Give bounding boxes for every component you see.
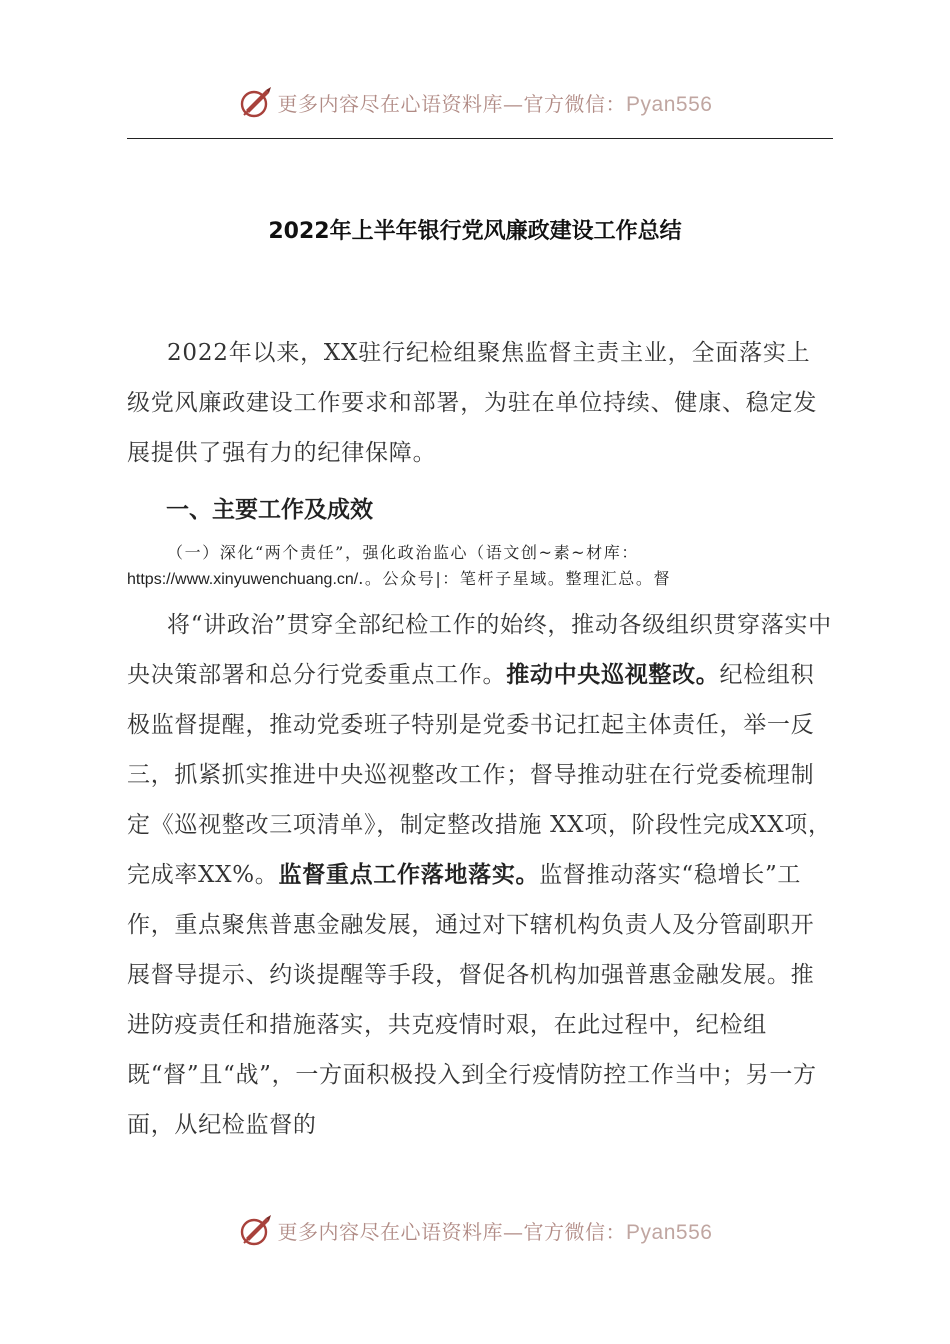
quill-logo-icon [238,84,274,120]
intro-paragraph: 2022年以来，XX驻行纪检组聚焦监督主责主业，全面落实上级党风廉政建设工作要求和部署，为驻在单位持续、健康、稳定发展提供了强有力的纪律保障。 [127,340,818,466]
section-heading-1: 一、主要工作及成效 [166,497,373,523]
header-wechat-id: Pyan556 [626,92,713,116]
main-paragraph-part3: 监督推动落实“稳增长”工作，重点聚焦普惠金融发展，通过对下辖机构负责人及分管副职开展督导提示、约谈提醒等手段，督促各机构加强普惠金融发展。推进防疫责任和措施落实，共克疫情时艰，在此过程中，纪检组既“督”且“战”，一方面积极投入到全行疫情防控工作当中；另一方面，从纪检监督的 [127,862,817,1138]
subheading-prefix: （一）深化“两个责任”，强化政治监心（语文创~素~材库： [167,543,639,562]
subheading-1 [127,540,833,593]
main-paragraph-part1: 将“讲政治”贯穿全部纪检工作的始终，推动各级组织贯穿落实中央决策部署和总分行党委重点工作。 [127,612,832,688]
document-title: 2022年上半年银行党风廉政建设工作总结 [268,219,682,244]
header-divider [127,138,833,139]
header-banner-text: 更多内容尽在心语资料库—官方微信：Pyan556 [277,91,713,116]
footer-wechat-id: Pyan556 [626,1220,713,1244]
main-paragraph [127,600,833,1150]
bold-phrase-key-work-supervision: 监督重点工作落地落实。 [278,862,540,888]
main-paragraph-part2: 纪检组积极监督提醒，推动党委班子特别是党委书记扛起主体责任，举一反三，抓紧抓实推进中央巡视整改工作；督导推动驻在行党委梳理制定《巡视整改三项清单》，制定整改措施 XX项，阶段性完成XX项，完成率XX%。 [127,662,832,888]
bold-phrase-inspection-rectification: 推动中央巡视整改。 [506,662,720,688]
header-banner [0,82,950,122]
footer-banner [0,1210,950,1250]
subheading-url: https://www.xinyuwenchuang.cn/ [127,571,359,588]
quill-logo-icon [238,1212,274,1248]
footer-banner-text: 更多内容尽在心语资料库—官方微信：Pyan556 [277,1219,713,1244]
subheading-suffix: .。公众号|：笔杆子星域。整理汇总。督 [358,569,672,588]
